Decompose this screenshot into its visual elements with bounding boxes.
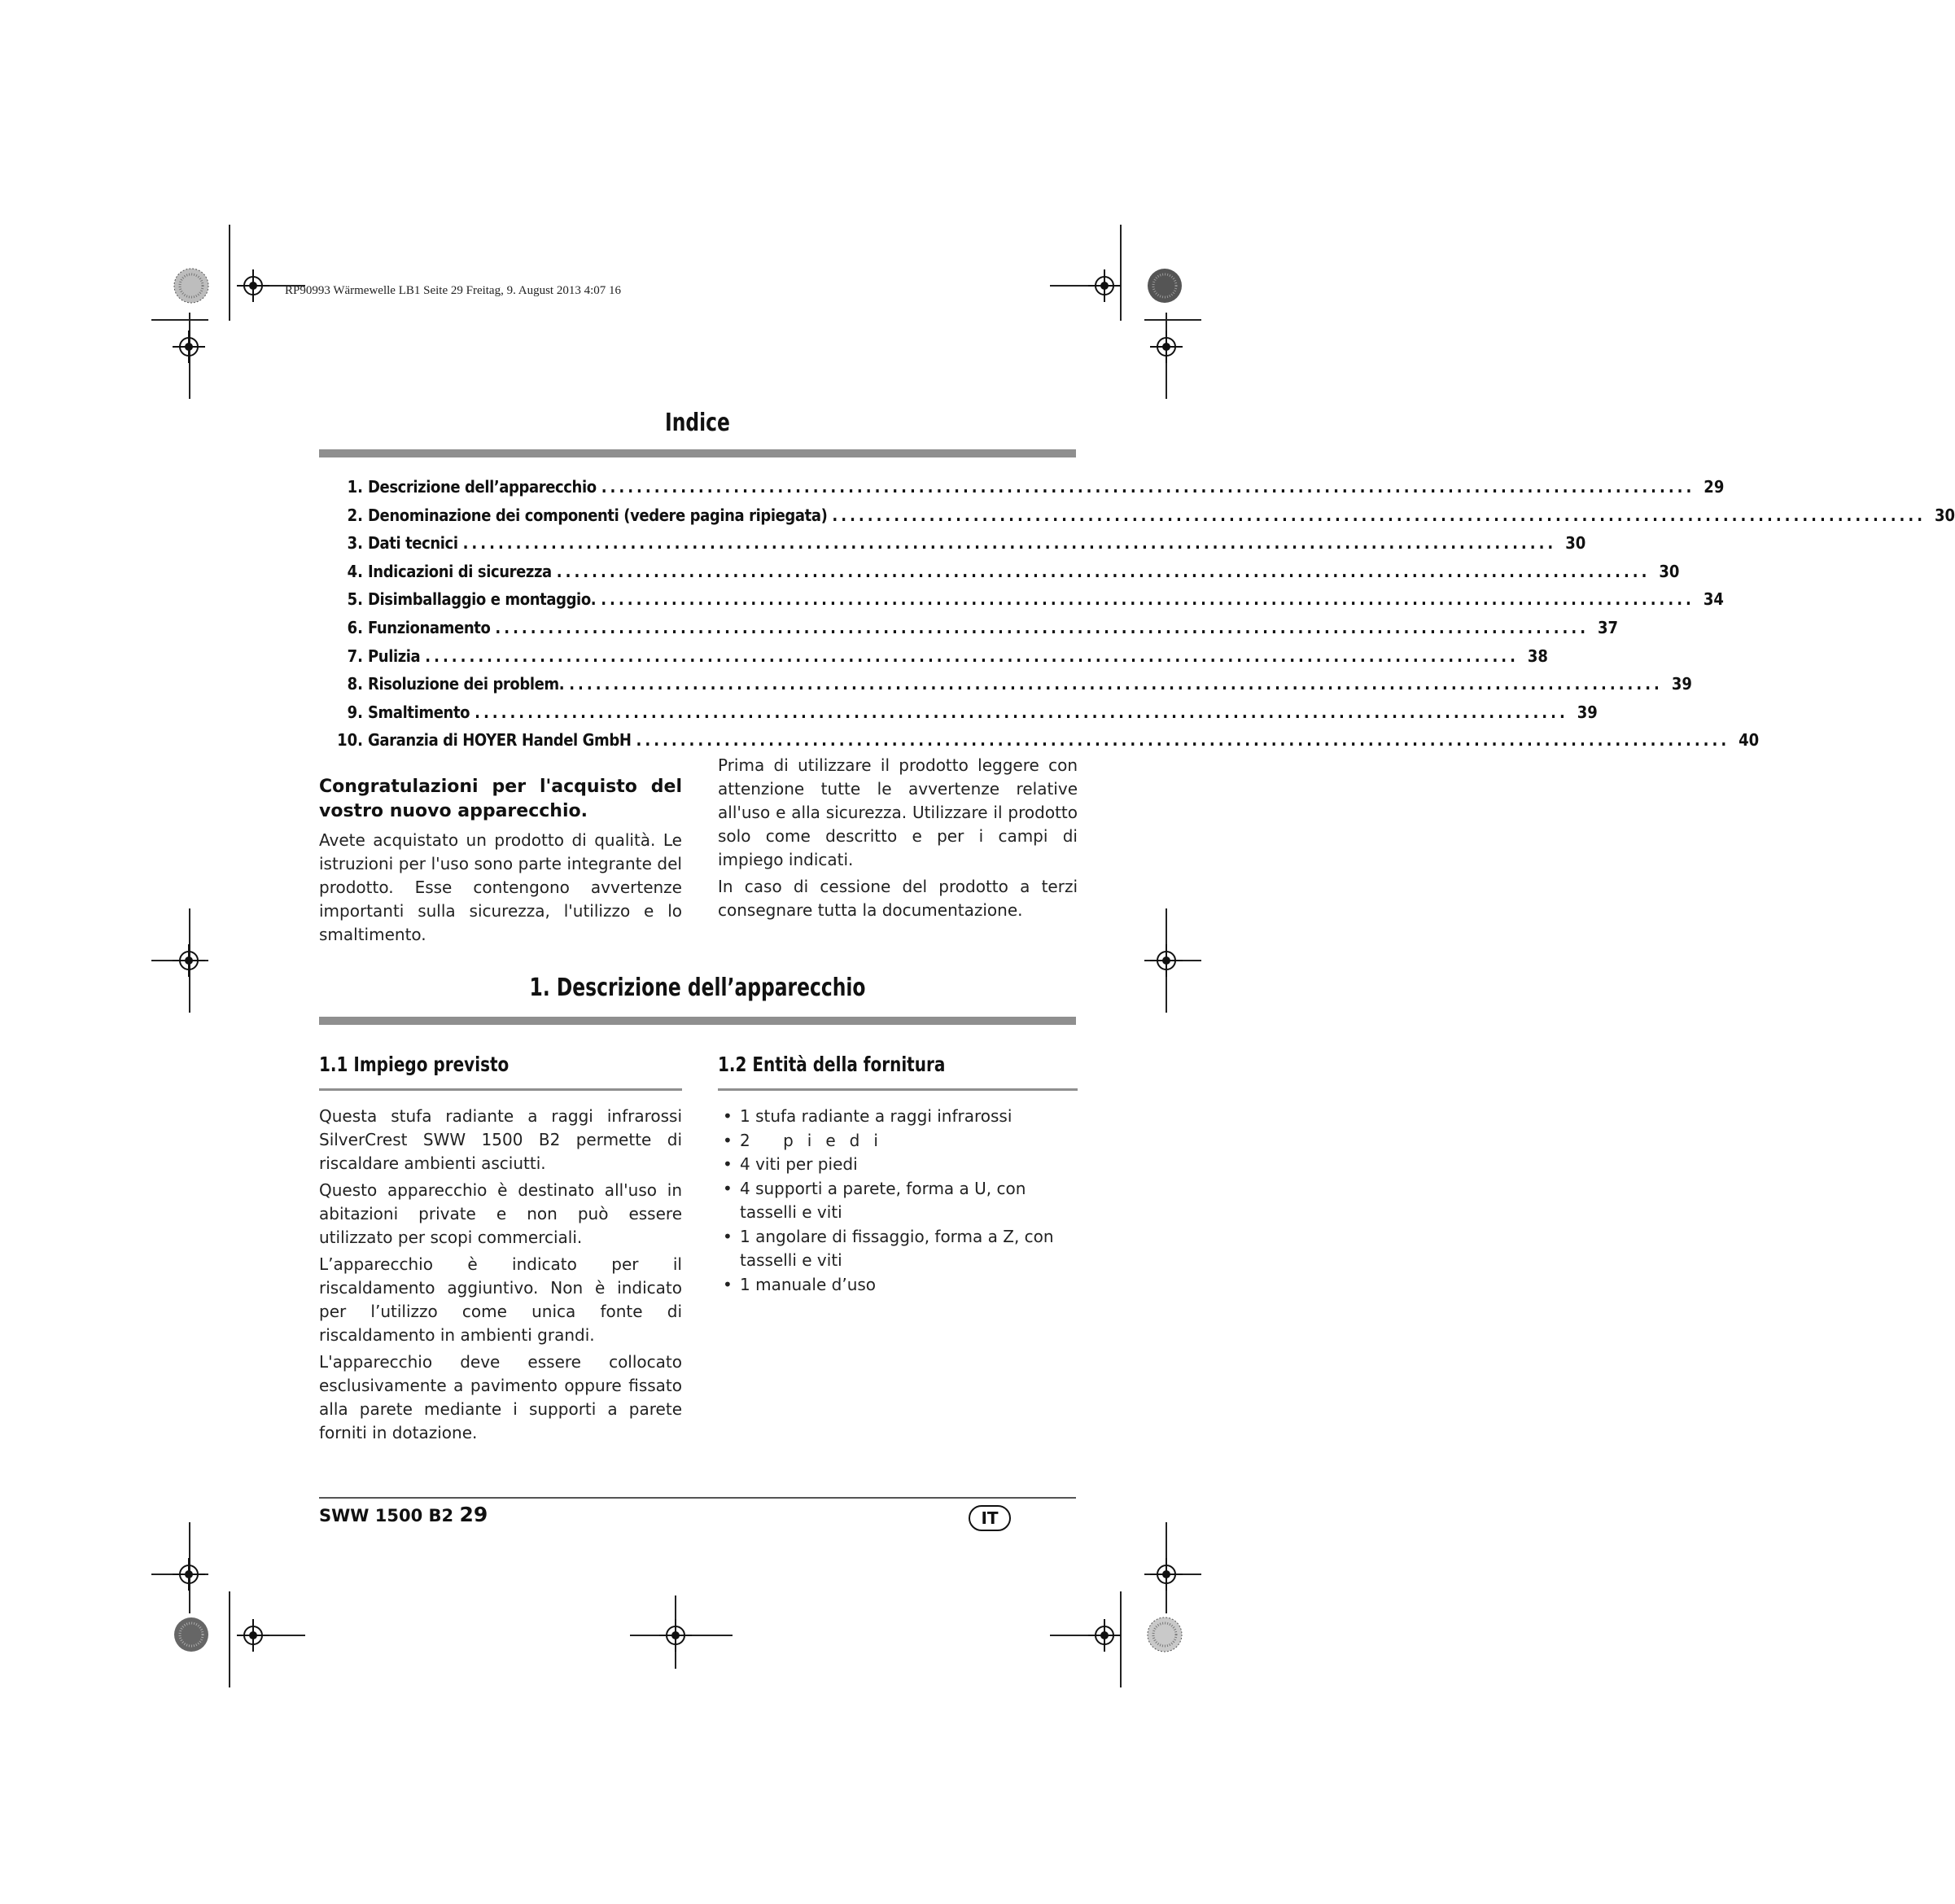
subsection-rule — [718, 1088, 1078, 1091]
toc-entry[interactable]: 9. Smaltimento ............................................................................................................................ 39 — [347, 702, 1598, 722]
title-rule — [319, 449, 1076, 457]
footer-rule — [319, 1497, 1076, 1499]
registration-mark-icon — [1088, 1619, 1121, 1652]
language-badge: IT — [969, 1505, 1011, 1531]
list-item: • 4 viti per piedi — [719, 1153, 1078, 1177]
toc-entry[interactable]: 10. Garanzia di HOYER Handel GmbH ............................................................................................................................ 40 — [337, 730, 1760, 751]
intended-use-text — [319, 1105, 682, 1445]
registration-mark-icon — [173, 330, 205, 363]
toc-entry[interactable]: 2. Denominazione dei componenti (vedere pagina ripiegata) ............................................................................................................................ 30 — [347, 505, 1955, 525]
toc-entry[interactable]: 8. Risoluzione dei problem. ............................................................................................................................ 39 — [347, 674, 1692, 694]
leader-dots: ............................................................................................................................ — [601, 477, 1695, 497]
registration-mark-icon — [237, 269, 269, 302]
intro-paragraph: Prima di utilizzare il prodotto leggere con attenzione tutte le avvertenze relative all'uso e alla sicurezza. Utilizzare il prodotto solo come descritto e per i campi di impiego indicati. — [718, 755, 1078, 869]
registration-mark-icon — [1150, 1558, 1183, 1591]
paragraph: Questa stufa radiante a raggi infrarossi SilverCrest SWW 1500 B2 permette di riscaldare ambienti asciutti. — [319, 1106, 682, 1173]
section-title: 1. Descrizione dell’apparecchio — [529, 974, 866, 1002]
section-rule — [319, 1017, 1076, 1025]
subsection-rule — [319, 1088, 682, 1091]
leader-dots: ............................................................................................................................ — [832, 505, 1927, 525]
leader-dots: ............................................................................................................................ — [636, 730, 1730, 751]
toc-entry[interactable]: 4. Indicazioni di sicurezza ............................................................................................................................ 30 — [347, 561, 1680, 581]
leader-dots: ............................................................................................................................ — [601, 589, 1695, 610]
registration-mark-icon — [1088, 269, 1121, 302]
toc-entry[interactable]: 7. Pulizia ............................................................................................................................ 38 — [347, 646, 1548, 666]
color-rosette-icon — [173, 1617, 209, 1652]
registration-mark-icon — [237, 1619, 269, 1652]
page-title: Indice — [665, 409, 730, 437]
leader-dots: ............................................................................................................................ — [462, 533, 1557, 554]
page-number: 29 — [459, 1503, 488, 1526]
color-rosette-icon — [1147, 268, 1183, 304]
toc-entry[interactable]: 6. Funzionamento ............................................................................................................................ 37 — [347, 617, 1619, 637]
toc-entry[interactable]: 1. Descrizione dell’apparecchio ............................................................................................................................ 29 — [347, 477, 1725, 497]
leader-dots: ............................................................................................................................ — [495, 617, 1590, 637]
list-item: • 1 stufa radiante a raggi infrarossi — [719, 1105, 1078, 1129]
intro-right-column — [718, 754, 1078, 922]
list-item: • 1 manuale d’uso — [719, 1273, 1078, 1298]
intro-paragraph: In caso di cessione del prodotto a terzi consegnare tutta la documentazione. — [718, 877, 1078, 920]
delivery-contents-list — [719, 1105, 1078, 1297]
list-item: • 1 angolare di fissaggio, forma a Z, con tasselli e viti — [719, 1225, 1078, 1273]
registration-mark-icon — [1150, 944, 1183, 977]
list-item: • 2 piedi — [719, 1129, 1078, 1153]
subsection-title: 1.2 Entità della fornitura — [718, 1053, 946, 1076]
registration-mark-icon — [173, 1558, 205, 1591]
print-header: RP90993 Wärmewelle LB1 Seite 29 Freitag, 9. August 2013 4:07 16 — [285, 284, 622, 297]
color-rosette-icon — [1147, 1617, 1183, 1652]
paragraph: L'apparecchio deve essere collocato esclusivamente a pavimento oppure fissato alla parete mediante i supporti a parete forniti in dotazione. — [319, 1352, 682, 1442]
paragraph: Questo apparecchio è destinato all'uso in abitazioni private e non può essere utilizzato per scopi commerciali. — [319, 1180, 682, 1247]
congratulations-heading: Congratulazioni per l'acquisto del vostro nuovo apparecchio. — [319, 777, 682, 821]
leader-dots: ............................................................................................................................ — [475, 702, 1568, 722]
color-rosette-icon — [173, 268, 209, 304]
toc-entry[interactable]: 3. Dati tecnici ............................................................................................................................ 30 — [347, 533, 1586, 554]
intro-paragraph: Avete acquistato un prodotto di qualità. Le istruzioni per l'uso sono parte integrante del prodotto. Esse contengono avvertenze importanti sulla sicurezza, l'utilizzo e lo smaltimento. — [319, 830, 682, 944]
leader-dots: ............................................................................................................................ — [556, 561, 1651, 581]
subsection-title: 1.1 Impiego previsto — [319, 1053, 510, 1076]
registration-mark-icon — [173, 944, 205, 977]
registration-mark-icon — [659, 1619, 692, 1652]
model-number: SWW 1500 B2 — [319, 1506, 454, 1525]
registration-mark-icon — [1150, 330, 1183, 363]
leader-dots: ............................................................................................................................ — [425, 646, 1519, 666]
paragraph: L’apparecchio è indicato per il riscaldamento aggiuntivo. Non è indicato per l’utilizzo come unica fonte di riscaldamento in ambienti grandi. — [319, 1254, 682, 1345]
footer-model — [319, 1503, 488, 1526]
list-item: • 4 supporti a parete, forma a U, con tasselli e viti — [719, 1177, 1078, 1225]
leader-dots: ............................................................................................................................ — [569, 674, 1663, 694]
toc-entry[interactable]: 5. Disimballaggio e montaggio. ............................................................................................................................ 34 — [347, 589, 1724, 610]
table-of-contents — [319, 477, 1955, 759]
intro-left-column — [319, 829, 682, 947]
